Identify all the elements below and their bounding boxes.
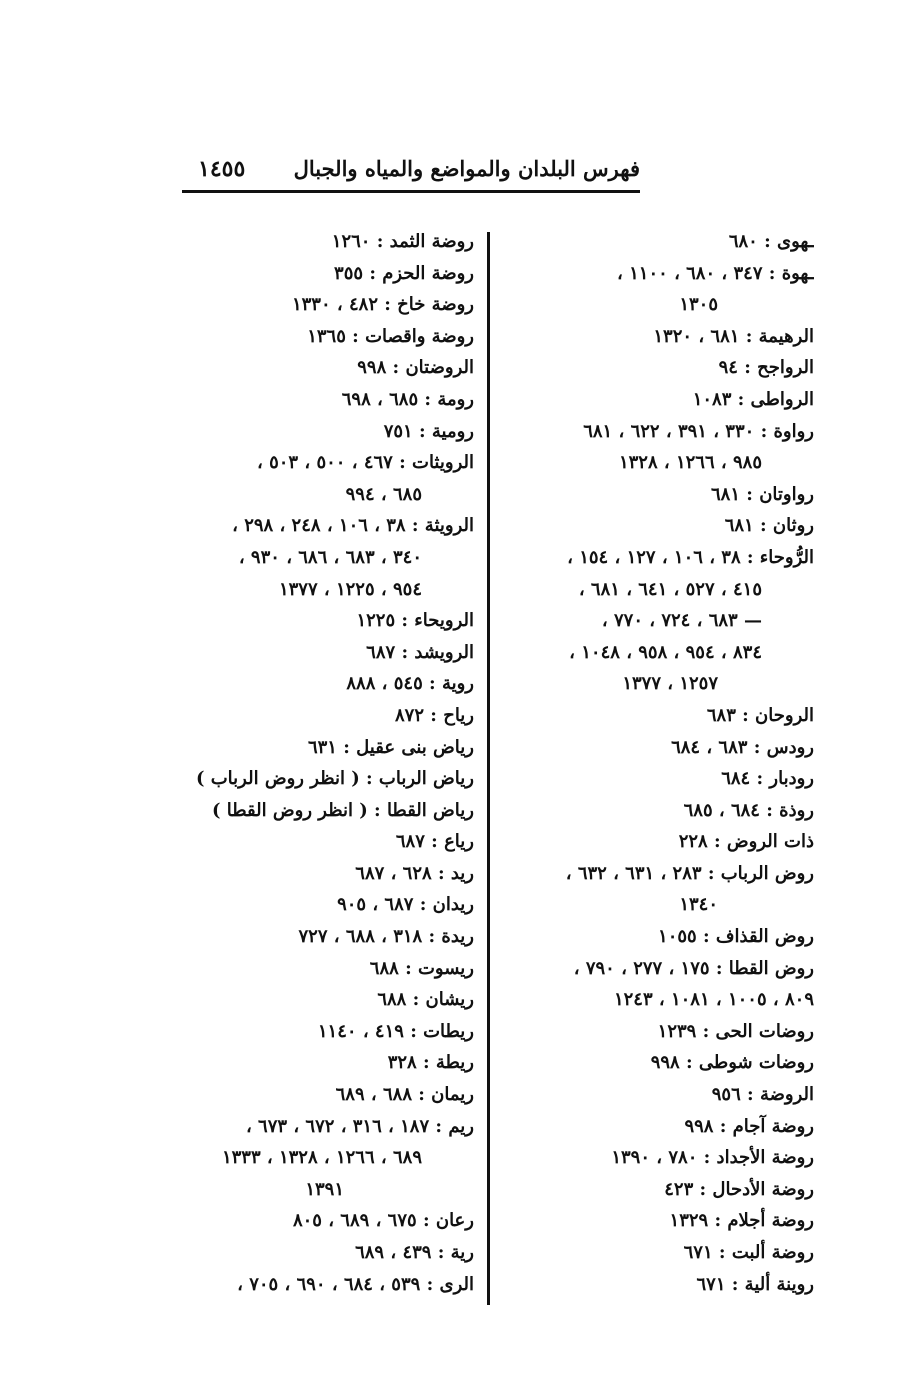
index-entry-continuation: ١٣٤٠ xyxy=(679,894,718,916)
index-entry: روضة ألبت : ٦٧١ xyxy=(683,1242,814,1263)
index-entry: روية : ٥٤٥ ، ٨٨٨ xyxy=(346,673,474,695)
index-entry: روض الرباب : ٢٨٣ ، ٦٣١ ، ٦٣٢ ، xyxy=(565,862,814,884)
index-entry: رومية : ٧٥١ xyxy=(383,420,474,442)
index-entry: الروحان : ٦٨٣ xyxy=(706,704,814,726)
index-entry: رياع : ٦٨٧ xyxy=(395,831,474,853)
index-entry: روثان : ٦٨١ xyxy=(724,515,814,537)
index-entry: رياض القطا : ( انظر روض القطا ) xyxy=(211,799,474,821)
index-entry: رومة : ٦٨٥ ، ٦٩٨ xyxy=(341,388,474,410)
index-entry-continuation: ١٣٠٥ xyxy=(679,294,718,316)
index-entry: ريمان : ٦٨٨ ، ٦٨٩ xyxy=(335,1084,474,1106)
index-entry: رواوتان : ٦٨١ xyxy=(711,483,814,505)
index-entry: روضات الحى : ١٢٣٩ xyxy=(657,1020,814,1042)
index-entry: الروضتان : ٩٩٨ xyxy=(357,357,474,379)
index-entry: الرويثات : ٤٦٧ ، ٥٠٠ ، ٥٠٣ ، xyxy=(257,452,474,474)
index-entry: روضة الأدحال : ٤٢٣ xyxy=(664,1178,814,1200)
index-entry: ـهوة : ٣٤٧ ، ٦٨٠ ، ١١٠٠ ، xyxy=(617,262,814,284)
index-entry: رواوة : ٣٣٠ ، ٣٩١ ، ٦٢٢ ، ٦٨١ xyxy=(583,420,814,442)
index-entry: رياح : ٨٧٢ xyxy=(395,704,474,726)
index-column-right xyxy=(514,226,814,1300)
index-entry: روضة آجام : ٩٩٨ xyxy=(684,1115,814,1137)
index-entry: رياض بنى عقيل : ٦٣١ xyxy=(307,736,474,758)
index-entry: ٨٠٩ ، ١٠٠٥ ، ١٠٨١ ، ١٢٤٣ xyxy=(613,989,814,1011)
index-entry: ـهوى : ٦٨٠ xyxy=(728,231,814,252)
index-entry: الرُّوحاء : ٣٨ ، ١٠٦ ، ١٢٧ ، ١٥٤ ، xyxy=(567,546,814,568)
index-entry-continuation: ١٣٩١ xyxy=(305,1178,344,1200)
index-entry: الروضة : ٩٥٦ xyxy=(711,1084,814,1106)
index-entry: الرى : ٥٣٩ ، ٦٨٤ ، ٦٩٠ ، ٧٠٥ ، xyxy=(237,1273,474,1295)
index-column-left xyxy=(158,226,474,1300)
index-entry-continuation: ٩٥٤ ، ١٢٢٥ ، ١٣٧٧ xyxy=(278,578,422,600)
index-entry: ريدة : ٣١٨ ، ٦٨٨ ، ٧٢٧ xyxy=(298,926,474,948)
index-entry: روذة : ٦٨٤ ، ٦٨٥ xyxy=(683,799,814,821)
index-entry-continuation: ٤١٥ ، ٥٢٧ ، ٦٤١ ، ٦٨١ ، xyxy=(578,578,762,600)
index-entry: ريم : ١٨٧ ، ٣١٦ ، ٦٧٢ ، ٦٧٣ ، xyxy=(245,1115,474,1137)
index-entry: ذات الروض : ٢٢٨ xyxy=(678,831,814,853)
index-entry: روينة ألية : ٦٧١ xyxy=(696,1273,814,1295)
index-entry-continuation: ٩٨٥ ، ١٢٦٦ ، ١٣٢٨ xyxy=(618,452,762,474)
index-entry: ريشان : ٦٨٨ xyxy=(377,989,474,1011)
index-entry: روض القطا : ١٧٥ ، ٢٧٧ ، ٧٩٠ ، xyxy=(573,957,814,979)
column-divider xyxy=(487,232,490,1305)
index-entry-continuation: — ٦٨٣ ، ٧٢٤ ، ٧٧٠ ، xyxy=(601,610,762,632)
index-entry: الرواطى : ١٠٨٣ xyxy=(692,388,814,410)
index-entry: رودس : ٦٨٣ ، ٦٨٤ xyxy=(671,736,814,758)
header-rule xyxy=(182,190,640,193)
index-entry: روض القذاف : ١٠٥٥ xyxy=(658,926,814,948)
index-entry-continuation: ٦٨٥ ، ٩٩٤ xyxy=(345,483,422,505)
index-entry-continuation: ٣٤٠ ، ٦٨٣ ، ٦٨٦ ، ٩٣٠ ، xyxy=(238,546,422,568)
index-entry: الرواجح : ٩٤ xyxy=(718,357,814,379)
index-entry: ريطات : ٤١٩ ، ١١٤٠ xyxy=(317,1020,474,1042)
index-entry: روضة خاخ : ٤٨٢ ، ١٣٣٠ xyxy=(291,294,474,316)
index-entry: الرهيمة : ٦٨١ ، ١٣٢٠ xyxy=(653,325,814,347)
index-entry: ريد : ٦٢٨ ، ٦٨٧ xyxy=(355,862,474,884)
index-entry-continuation: ١٢٥٧ ، ١٣٧٧ xyxy=(622,673,718,695)
index-entry: الرويثة : ٣٨ ، ١٠٦ ، ٢٤٨ ، ٢٩٨ ، xyxy=(232,515,474,537)
index-entry: روضة أجلام : ١٣٢٩ xyxy=(669,1210,814,1232)
index-entry: روضة الثمد : ١٢٦٠ xyxy=(331,231,474,252)
running-title: فهرس البلدان والمواضع والمياه والجبال xyxy=(293,156,640,181)
page-header xyxy=(182,150,640,194)
index-entry: الرويحاء : ١٢٢٥ xyxy=(356,610,474,632)
index-entry: روضة الحزم : ٣٥٥ xyxy=(334,262,474,284)
page-number: ١٤٥٥ xyxy=(198,156,246,182)
index-entry: روضات شوطى : ٩٩٨ xyxy=(650,1052,814,1074)
index-entry: ريطة : ٣٢٨ xyxy=(387,1052,474,1074)
index-entry-continuation: ٨٣٤ ، ٩٥٤ ، ٩٥٨ ، ١٠٤٨ ، xyxy=(569,641,762,663)
index-entry: ريدان : ٦٨٧ ، ٩٠٥ xyxy=(337,894,474,916)
index-entry: رية : ٤٣٩ ، ٦٨٩ xyxy=(355,1242,474,1263)
index-entry: رياض الرباب : ( انظر روض الرباب ) xyxy=(195,768,474,790)
index-entry: الرويشد : ٦٨٧ xyxy=(366,641,474,663)
index-entry: روضة واقصات : ١٣٦٥ xyxy=(307,325,474,347)
index-entry: روضة الأجداد : ٧٨٠ ، ١٣٩٠ xyxy=(611,1147,814,1169)
index-entry: رودبار : ٦٨٤ xyxy=(721,768,814,790)
index-entry: ريسوت : ٦٨٨ xyxy=(369,957,474,979)
index-entry-continuation: ٦٨٩ ، ١٢٦٦ ، ١٣٢٨ ، ١٣٣٣ xyxy=(221,1147,422,1169)
index-entry: رعان : ٦٧٥ ، ٦٨٩ ، ٨٠٥ xyxy=(292,1210,474,1232)
